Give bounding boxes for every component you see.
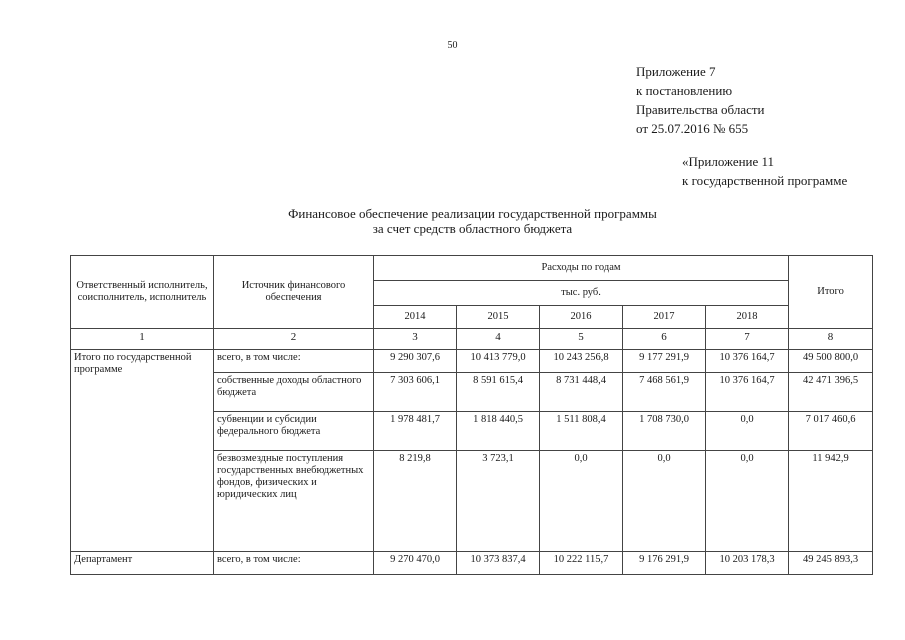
header-source: Источник финансового обеспечения [214,256,374,329]
value-cell: 9 270 470,0 [374,552,457,575]
header-year: 2015 [457,306,540,329]
value-cell: 0,0 [706,412,789,451]
page-number: 50 [447,40,458,51]
value-cell: 10 203 178,3 [706,552,789,575]
source-cell: всего, в том числе: [214,552,374,575]
executor-cell: Итого по государственной программе [71,350,214,552]
appendix-7-line: от 25.07.2016 № 655 [636,121,749,136]
value-cell: 9 176 291,9 [623,552,706,575]
column-number: 8 [789,329,873,350]
value-cell: 7 303 606,1 [374,373,457,412]
table-row [71,350,873,373]
value-cell: 8 591 615,4 [457,373,540,412]
executor-cell: Департамент [71,552,214,575]
value-cell: 0,0 [540,451,623,552]
value-cell: 1 818 440,5 [457,412,540,451]
value-cell: 1 978 481,7 [374,412,457,451]
value-cell: 10 243 256,8 [540,350,623,373]
value-cell: 1 708 730,0 [623,412,706,451]
total-cell: 49 245 893,3 [789,552,873,575]
source-cell: всего, в том числе: [214,350,374,373]
appendix-7-line: Правительства области [636,102,765,117]
column-number: 5 [540,329,623,350]
value-cell: 10 376 164,7 [706,350,789,373]
column-number: 1 [71,329,214,350]
header-year: 2018 [706,306,789,329]
header-year: 2016 [540,306,623,329]
value-cell: 9 290 307,6 [374,350,457,373]
table-row [71,552,873,575]
value-cell: 8 219,8 [374,451,457,552]
header-year: 2014 [374,306,457,329]
total-cell: 42 471 396,5 [789,373,873,412]
value-cell: 7 468 561,9 [623,373,706,412]
document-title [0,206,905,236]
appendix-11-line: «Приложение 11 [682,154,775,169]
header-year: 2017 [623,306,706,329]
appendix-7-line: Приложение 7 [636,64,716,79]
source-cell: собственные доходы областного бюджета [214,373,374,412]
total-cell: 11 942,9 [789,451,873,552]
header-executor: Ответственный исполнитель, соисполнитель, исполнитель [71,256,214,329]
source-cell: субвенции и субсидии федерального бюджета [214,412,374,451]
appendix-11-block [682,152,847,190]
value-cell: 9 177 291,9 [623,350,706,373]
value-cell: 3 723,1 [457,451,540,552]
column-number: 2 [214,329,374,350]
value-cell: 10 373 837,4 [457,552,540,575]
source-cell: безвозмездные поступления государственных внебюджетных фондов, физических и юридических лиц [214,451,374,552]
value-cell: 1 511 808,4 [540,412,623,451]
financing-table [70,255,873,575]
appendix-7-line: к постановлению [636,83,733,98]
total-cell: 7 017 460,6 [789,412,873,451]
column-number-row [71,329,873,350]
value-cell: 10 413 779,0 [457,350,540,373]
value-cell: 0,0 [623,451,706,552]
title-line: за счет средств областного бюджета [372,221,573,236]
value-cell: 8 731 448,4 [540,373,623,412]
column-number: 6 [623,329,706,350]
appendix-7-block [636,62,765,138]
value-cell: 10 376 164,7 [706,373,789,412]
column-number: 3 [374,329,457,350]
header-total: Итого [789,256,873,329]
column-number: 4 [457,329,540,350]
header-units: тыс. руб. [374,281,789,306]
value-cell: 10 222 115,7 [540,552,623,575]
title-line: Финансовое обеспечение реализации государственной программы [288,206,657,221]
total-cell: 49 500 800,0 [789,350,873,373]
appendix-11-line: к государственной программе [682,173,848,188]
column-number: 7 [706,329,789,350]
value-cell: 0,0 [706,451,789,552]
header-expenses: Расходы по годам [374,256,789,281]
